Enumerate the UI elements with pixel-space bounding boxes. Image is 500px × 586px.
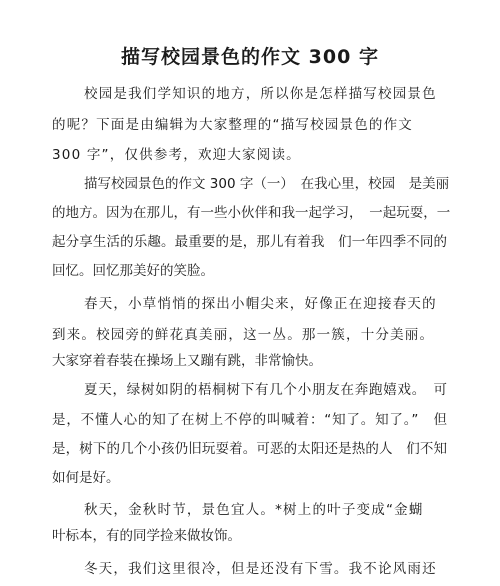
paragraph-line: 的呢？下面是由编辑为大家整理的“描写校园景色的作文 bbox=[52, 117, 413, 133]
paragraph-line: 300 字”，仅供参考，欢迎大家阅读。 bbox=[52, 147, 301, 163]
paragraph-line: 校园是我们学知识的地方，所以你是怎样描写校园景色 bbox=[84, 86, 437, 102]
paragraph-line: 是，树下的几个小孩仍旧玩耍着。可恶的太阳还是热的人 们不知 bbox=[52, 441, 447, 457]
paragraph-line: 夏天，绿树如阴的梧桐树下有几个小朋友在奔跑嬉戏。 可 bbox=[84, 382, 447, 398]
paragraph-line: 是，不懂人心的知了在树上不停的叫喊着：“知了。知了。” 但 bbox=[52, 412, 447, 428]
paragraph-line: 的地方。因为在那儿，有一些小伙伴和我一起学习， 一起玩耍，一 bbox=[52, 205, 451, 221]
paragraph-line: 描写校园景色的作文 300 字（一） 在我心里，校园 是美丽 bbox=[84, 176, 450, 192]
document-title: 描写校园景色的作文 300 字 bbox=[121, 46, 379, 68]
paragraph-line: 秋天，金秋时节，景色宜人。*树上的叶子变成“金蝴 bbox=[84, 502, 424, 518]
paragraph-line: 冬天，我们这里很冷，但是还没有下雪。我不论风雨还 bbox=[84, 561, 437, 577]
paragraph-line: 到来。校园旁的鲜花真美丽，这一丛。那一簇，十分美丽。 bbox=[52, 327, 435, 343]
paragraph-line: 叶标本，有的同学捡来做妆饰。 bbox=[52, 528, 241, 544]
paragraph-line: 起分享生活的乐趣。最重要的是，那儿有着我 们一年四季不同的 bbox=[52, 234, 447, 250]
paragraph-line: 大家穿着春装在操场上又蹦有跳，非常愉快。 bbox=[52, 353, 322, 369]
paragraph-line: 如何是好。 bbox=[52, 470, 120, 486]
paragraph-line: 回忆。回忆那美好的笑脸。 bbox=[52, 263, 214, 279]
paragraph-line: 春天，小草悄悄的探出小帽尖来，好像正在迎接春天的 bbox=[84, 296, 437, 312]
